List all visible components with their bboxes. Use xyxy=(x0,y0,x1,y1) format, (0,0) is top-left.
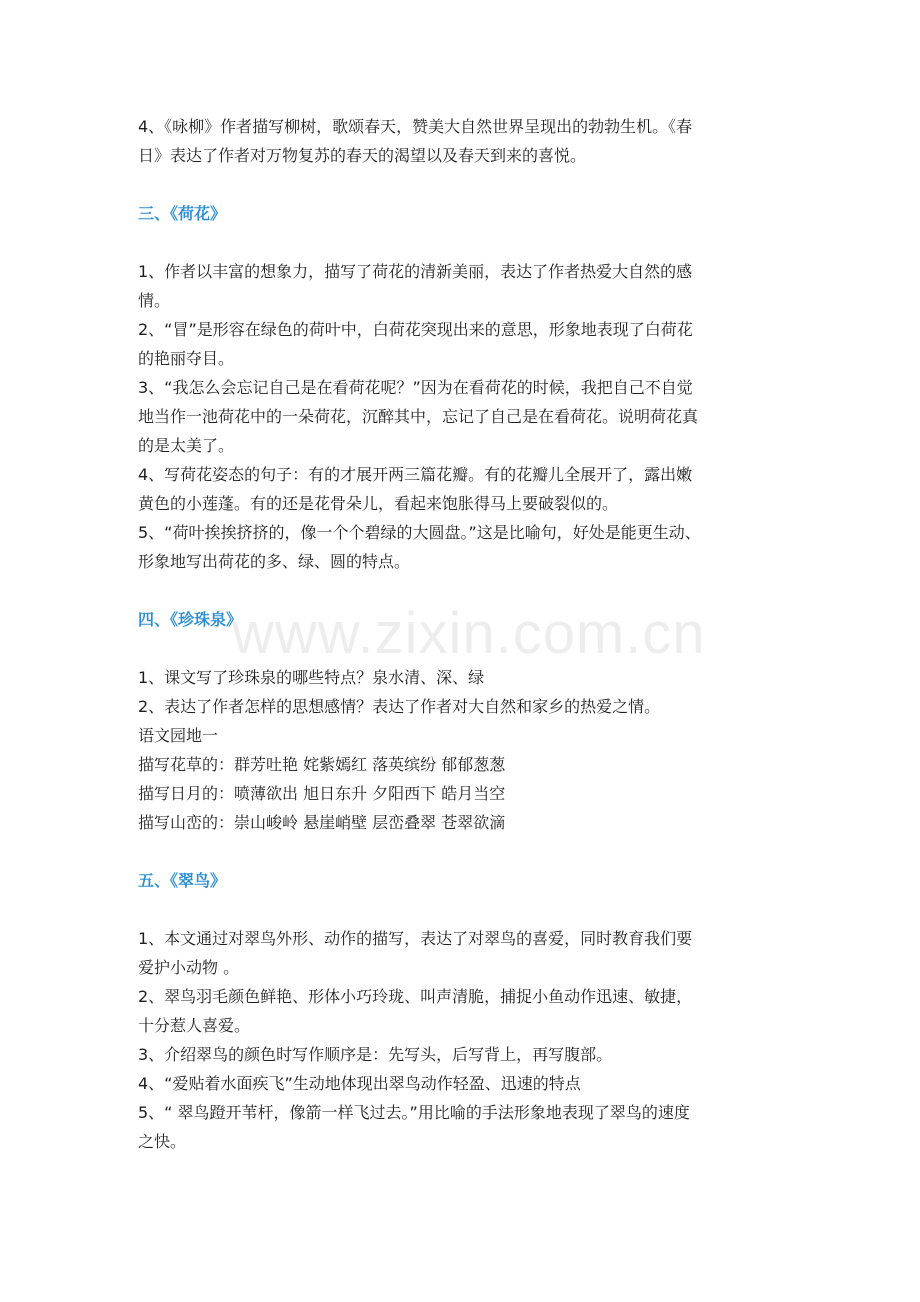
section-line: 形象地写出荷花的多、绿、圆的特点。 xyxy=(138,552,411,571)
section-line: 之快。 xyxy=(138,1132,187,1151)
section-heading: 三、《荷花》 xyxy=(138,204,227,223)
section-line: 2、表达了作者怎样的思想感情？表达了作者对大自然和家乡的热爱之情。 xyxy=(138,697,661,716)
section-cuiniao xyxy=(138,866,798,1156)
section-line: 1、课文写了珍珠泉的哪些特点？泉水清、深、绿 xyxy=(138,668,485,687)
section-line: 2、翠鸟羽毛颜色鲜艳、形体小巧玲珑、叫声清脆，捕捉小鱼动作迅速、敏捷， xyxy=(138,987,693,1006)
section-hehua xyxy=(138,199,798,576)
section-heading: 五、《翠鸟》 xyxy=(138,871,227,890)
section-line: 5、“荷叶挨挨挤挤的，像一个个碧绿的大圆盘。”这是比喻句，好处是能更生动、 xyxy=(138,523,701,542)
intro-paragraph xyxy=(138,112,798,170)
intro-line: 日》表达了作者对万物复苏的春天的渴望以及春天到来的喜悦。 xyxy=(138,146,587,165)
watermark: www.zixin.com.cn xyxy=(232,601,706,666)
section-line: 描写山峦的：崇山峻岭 悬崖峭壁 层峦叠翠 苍翠欲滴 xyxy=(138,813,506,832)
section-line: 爱护小动物 。 xyxy=(138,958,240,977)
section-line: 语文园地一 xyxy=(138,726,219,745)
section-line: 黄色的小莲蓬。有的还是花骨朵儿，看起来饱胀得马上要破裂似的。 xyxy=(138,494,619,513)
section-line: 的艳丽夺目。 xyxy=(138,349,235,368)
section-line: 3、介绍翠鸟的颜色时写作顺序是：先写头，后写背上，再写腹部。 xyxy=(138,1045,613,1064)
section-line: 4、写荷花姿态的句子：有的才展开两三篇花瓣。有的花瓣儿全展开了，露出嫩 xyxy=(138,465,693,484)
section-line: 十分惹人喜爱。 xyxy=(138,1016,251,1035)
section-line: 情。 xyxy=(138,291,171,310)
section-line: 4、“爱贴着水面疾飞”生动地体现出翠鸟动作轻盈、迅速的特点 xyxy=(138,1074,581,1093)
document-body xyxy=(138,112,798,1156)
section-heading: 四、《珍珠泉》 xyxy=(138,610,243,629)
section-line: 描写花草的：群芳吐艳 姹紫嫣红 落英缤纷 郁郁葱葱 xyxy=(138,755,506,774)
section-line: 2、“冒”是形容在绿色的荷叶中，白荷花突现出来的意思，形象地表现了白荷花 xyxy=(138,320,693,339)
section-line: 1、本文通过对翠鸟外形、动作的描写，表达了对翠鸟的喜爱，同时教育我们要 xyxy=(138,929,693,948)
section-line: 5、“ 翠鸟蹬开苇杆，像箭一样飞过去。”用比喻的手法形象地表现了翠鸟的速度 xyxy=(138,1103,690,1122)
section-line: 描写日月的：喷薄欲出 旭日东升 夕阳西下 皓月当空 xyxy=(138,784,506,803)
section-line: 地当作一池荷花中的一朵荷花，沉醉其中，忘记了自己是在看荷花。说明荷花真 xyxy=(138,407,699,426)
intro-line: 4、《咏柳》作者描写柳树，歌颂春天，赞美大自然世界呈现出的勃勃生机。《春 xyxy=(138,117,693,136)
section-zhenzhuquan xyxy=(138,605,798,837)
section-line: 3、“我怎么会忘记自己是在看荷花呢？”因为在看荷花的时候，我把自己不自觉 xyxy=(138,378,693,397)
section-line: 1、作者以丰富的想象力，描写了荷花的清新美丽，表达了作者热爱大自然的感 xyxy=(138,262,693,281)
section-line: 的是太美了。 xyxy=(138,436,235,455)
